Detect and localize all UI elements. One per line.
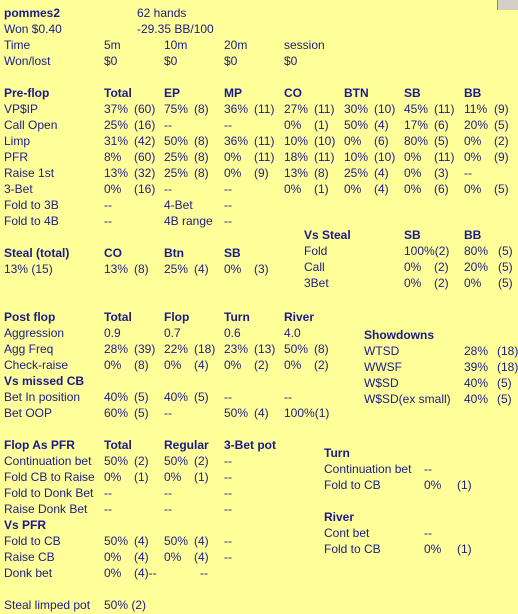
preflop-cell: (11): [314, 150, 335, 164]
flop-pfr-cell: (1): [194, 470, 209, 484]
missed-cb-cell: --: [284, 390, 292, 404]
preflop-cell: 25%: [344, 166, 369, 180]
postflop-cell: 0%: [164, 358, 182, 372]
missed-cb-row-label: Bet OOP: [4, 406, 53, 420]
preflop-col-header: BB: [464, 86, 482, 100]
preflop-cell: --: [224, 182, 232, 196]
fold3b-value: --: [104, 198, 112, 212]
vs-steal-cell: (5): [498, 244, 513, 258]
postflop-cell: (2): [254, 358, 269, 372]
postflop-title: Post flop: [4, 310, 56, 324]
preflop-cell: 13%: [284, 166, 309, 180]
showdown-count: (18): [497, 360, 518, 374]
preflop-cell: (6): [434, 182, 449, 196]
preflop-cell: 0%: [284, 118, 302, 132]
fourbet-value: --: [224, 198, 232, 212]
missed-cb-cell: (4): [254, 406, 269, 420]
vs-steal-col-header: BB: [464, 228, 482, 242]
wonlost-10m: $0: [164, 54, 178, 68]
preflop-cell: (42): [134, 134, 156, 148]
vs-steal-cell: (2): [434, 276, 449, 290]
postflop-cell: 0.7: [164, 326, 181, 340]
missed-cb-cell: 100%(1): [284, 406, 330, 420]
preflop-cell: 0%: [284, 182, 302, 196]
preflop-cell: (4): [374, 182, 389, 196]
flop-pfr-cell: (2): [194, 454, 209, 468]
flop-pfr-cell: 0%: [104, 470, 122, 484]
preflop-cell: 75%: [164, 102, 189, 116]
postflop-row-label: Aggression: [4, 326, 65, 340]
showdowns-title: Showdowns: [364, 328, 434, 342]
missed-cb-cell: 50%: [224, 406, 249, 420]
vs-pfr-cell: (4): [134, 534, 149, 548]
vs-steal-title: Vs Steal: [304, 228, 351, 242]
vs-steal-col-header: SB: [404, 228, 421, 242]
flop-pfr-col-header: Total: [104, 438, 132, 452]
postflop-cell: 0.9: [104, 326, 121, 340]
preflop-cell: (6): [374, 134, 389, 148]
turn-row-label: Continuation bet: [324, 462, 412, 476]
preflop-cell: (60): [134, 102, 156, 116]
steal-col-header: SB: [224, 246, 241, 260]
preflop-cell: 0%: [344, 182, 362, 196]
preflop-cell: 0%: [464, 182, 482, 196]
postflop-cell: 0%: [224, 358, 242, 372]
vs-steal-row-label: 3Bet: [304, 276, 329, 290]
preflop-cell: 25%: [164, 150, 189, 164]
showdown-count: (5): [497, 392, 512, 406]
fourbrange-label: 4B range: [164, 214, 213, 228]
preflop-row-label: Raise 1st: [4, 166, 55, 180]
flop-pfr-cell: --: [164, 502, 172, 516]
steal-cell: 0%: [224, 262, 242, 276]
postflop-cell: 28%: [104, 342, 129, 356]
preflop-cell: (10): [374, 102, 396, 116]
steal-total: 13% (15): [4, 262, 53, 276]
preflop-cell: (4): [374, 118, 389, 132]
vs-pfr-cell: --: [224, 534, 232, 548]
preflop-cell: 20%: [464, 118, 489, 132]
flop-pfr-cell: --: [104, 486, 112, 500]
time-session: session: [284, 38, 325, 52]
flop-pfr-cell: --: [224, 502, 232, 516]
preflop-cell: 0%: [344, 134, 362, 148]
steal-title: Steal (total): [4, 246, 70, 260]
preflop-cell: 0%: [464, 150, 482, 164]
preflop-cell: (11): [434, 150, 455, 164]
showdown-value: 39%: [464, 360, 489, 374]
preflop-cell: (11): [434, 102, 455, 116]
flop-pfr-row-label: Fold to Donk Bet: [4, 486, 94, 500]
missed-cb-cell: 40%: [164, 390, 189, 404]
preflop-cell: 0%: [224, 150, 242, 164]
flop-pfr-cell: --: [224, 470, 232, 484]
hands-count: 62 hands: [137, 6, 187, 20]
vs-pfr-cell: --: [200, 566, 208, 580]
vs-steal-cell: 80%: [464, 244, 489, 258]
showdown-count: (18): [497, 344, 518, 358]
preflop-cell: (5): [494, 182, 509, 196]
preflop-cell: 36%: [224, 102, 249, 116]
preflop-cell: (1): [314, 118, 329, 132]
preflop-cell: (9): [254, 166, 269, 180]
preflop-cell: (2): [494, 134, 509, 148]
missed-cb-cell: 40%: [104, 390, 129, 404]
flop-pfr-cell: --: [104, 502, 112, 516]
preflop-cell: 80%: [404, 134, 429, 148]
postflop-col-header: Turn: [224, 310, 250, 324]
turn-value: 0%: [424, 478, 442, 492]
vs-steal-cell: (5): [498, 260, 513, 274]
steal-cell: (8): [134, 262, 149, 276]
wonlost-5m: $0: [104, 54, 118, 68]
postflop-cell: (18): [194, 342, 216, 356]
turn-row-label: Fold to CB: [324, 478, 381, 492]
preflop-cell: 0%: [404, 182, 422, 196]
preflop-cell: 17%: [404, 118, 429, 132]
postflop-col-header: Total: [104, 310, 132, 324]
vs-pfr-cell: 0%: [104, 550, 122, 564]
vs-pfr-title: Vs PFR: [4, 518, 47, 532]
flop-pfr-cell: (1): [134, 470, 149, 484]
steal-limped-label: Steal limped pot: [4, 598, 91, 612]
preflop-cell: 18%: [284, 150, 309, 164]
preflop-cell: --: [224, 118, 232, 132]
preflop-cell: (11): [314, 102, 335, 116]
preflop-cell: 0%: [104, 182, 122, 196]
preflop-cell: --: [164, 182, 172, 196]
wonlost-session: $0: [284, 54, 298, 68]
vs-pfr-row-label: Raise CB: [4, 550, 55, 564]
preflop-col-header: EP: [164, 86, 181, 100]
showdown-value: 40%: [464, 376, 489, 390]
river-count: (1): [457, 542, 472, 556]
showdown-count: (5): [497, 376, 512, 390]
time-20m: 20m: [224, 38, 248, 52]
preflop-cell: 45%: [404, 102, 429, 116]
vs-pfr-cell: 0%: [104, 566, 122, 580]
showdown-row-label: W$SD: [364, 376, 399, 390]
preflop-cell: 10%: [344, 150, 369, 164]
steal-cell: 25%: [164, 262, 189, 276]
preflop-cell: (10): [314, 134, 336, 148]
vs-steal-row-label: Call: [304, 260, 325, 274]
preflop-row-label: Limp: [4, 134, 31, 148]
vs-pfr-row-label: Fold to CB: [4, 534, 61, 548]
preflop-cell: 25%: [164, 166, 189, 180]
vs-pfr-row-label: Donk bet: [4, 566, 53, 580]
vs-steal-cell: 100%(2): [404, 244, 450, 258]
preflop-col-header: BTN: [344, 86, 369, 100]
postflop-cell: (4): [194, 358, 209, 372]
vs-pfr-cell: (4): [134, 550, 149, 564]
vs-steal-cell: 20%: [464, 260, 489, 274]
river-row-label: Fold to CB: [324, 542, 381, 556]
preflop-cell: --: [464, 166, 472, 180]
flop-pfr-cell: 0%: [164, 470, 182, 484]
flop-pfr-row-label: Raise Donk Bet: [4, 502, 88, 516]
showdown-row-label: WTSD: [364, 344, 400, 358]
preflop-cell: (8): [194, 102, 209, 116]
preflop-cell: 50%: [344, 118, 369, 132]
showdown-value: 40%: [464, 392, 489, 406]
vs-pfr-cell: 0%: [164, 550, 182, 564]
postflop-col-header: Flop: [164, 310, 190, 324]
fourbrange-value: --: [224, 214, 232, 228]
missed-cb-cell: 60%: [104, 406, 129, 420]
won-amount: Won $0.40: [4, 22, 62, 36]
vs-steal-cell: (5): [498, 276, 513, 290]
postflop-cell: (39): [134, 342, 156, 356]
preflop-cell: (16): [134, 182, 156, 196]
steal-cell: (3): [254, 262, 269, 276]
preflop-cell: (10): [374, 150, 396, 164]
preflop-cell: 13%: [104, 166, 129, 180]
flop-pfr-cell: 50%: [164, 454, 189, 468]
river-value: 0%: [424, 542, 442, 556]
flop-pfr-col-header: Regular: [164, 438, 209, 452]
preflop-cell: (11): [254, 134, 275, 148]
preflop-cell: 50%: [164, 134, 189, 148]
vs-steal-cell: 0%: [464, 276, 482, 290]
fold4b-label: Fold to 4B: [4, 214, 59, 228]
postflop-cell: 0.6: [224, 326, 241, 340]
bb100: -29.35 BB/100: [137, 22, 214, 36]
steal-limped-value: 50% (2): [104, 598, 147, 612]
preflop-row-label: VP$IP: [4, 102, 39, 116]
preflop-col-header: Total: [104, 86, 132, 100]
preflop-row-label: Call Open: [4, 118, 58, 132]
showdown-row-label: W$SD(ex small): [364, 392, 451, 406]
preflop-cell: (8): [194, 166, 209, 180]
window-scroll-button[interactable]: [497, 0, 518, 10]
postflop-cell: (13): [254, 342, 276, 356]
time-label: Time: [4, 38, 31, 52]
postflop-cell: (8): [314, 342, 329, 356]
preflop-col-header: CO: [284, 86, 302, 100]
vs-pfr-cell: (4): [194, 534, 209, 548]
preflop-cell: (6): [434, 118, 449, 132]
preflop-cell: (9): [494, 102, 509, 116]
preflop-cell: 37%: [104, 102, 129, 116]
preflop-title: Pre-flop: [4, 86, 50, 100]
preflop-cell: (8): [194, 150, 209, 164]
missed-cb-title: Vs missed CB: [4, 374, 85, 388]
showdown-value: 28%: [464, 344, 489, 358]
missed-cb-cell: --: [224, 390, 232, 404]
preflop-cell: 10%: [284, 134, 309, 148]
vs-pfr-cell: 50%: [164, 534, 189, 548]
postflop-cell: 23%: [224, 342, 249, 356]
flop-pfr-cell: --: [224, 454, 232, 468]
fold3b-label: Fold to 3B: [4, 198, 59, 212]
vs-pfr-cell: (4): [194, 550, 209, 564]
river-row-label: Cont bet: [324, 526, 370, 540]
turn-value: --: [424, 462, 432, 476]
vs-pfr-cell: 50%: [104, 534, 129, 548]
flop-pfr-cell: --: [224, 486, 232, 500]
missed-cb-row-label: Bet In position: [4, 390, 81, 404]
preflop-cell: (5): [494, 118, 509, 132]
postflop-cell: 4.0: [284, 326, 301, 340]
flop-pfr-cell: 50%: [104, 454, 129, 468]
showdown-row-label: WWSF: [364, 360, 402, 374]
postflop-cell: 22%: [164, 342, 189, 356]
preflop-cell: 0%: [464, 134, 482, 148]
vs-steal-cell: (2): [434, 260, 449, 274]
preflop-cell: 25%: [104, 118, 129, 132]
fold4b-value: --: [104, 214, 112, 228]
preflop-cell: (8): [314, 166, 329, 180]
preflop-cell: (4): [374, 166, 389, 180]
time-5m: 5m: [104, 38, 121, 52]
preflop-cell: 31%: [104, 134, 129, 148]
postflop-col-header: River: [284, 310, 315, 324]
flop-pfr-col-header: 3-Bet pot: [224, 438, 276, 452]
preflop-cell: 0%: [224, 166, 242, 180]
preflop-cell: (11): [254, 102, 275, 116]
missed-cb-cell: (5): [134, 390, 149, 404]
postflop-cell: 50%: [284, 342, 309, 356]
preflop-cell: 36%: [224, 134, 249, 148]
steal-col-header: Btn: [164, 246, 184, 260]
river-title: River: [324, 510, 355, 524]
preflop-cell: 0%: [404, 166, 422, 180]
vs-pfr-cell: --: [224, 550, 232, 564]
preflop-cell: --: [164, 118, 172, 132]
preflop-cell: (11): [254, 150, 275, 164]
missed-cb-cell: (5): [194, 390, 209, 404]
preflop-cell: 0%: [404, 150, 422, 164]
vs-pfr-cell: (4)--: [134, 566, 157, 580]
vs-steal-cell: 0%: [404, 260, 422, 274]
postflop-cell: 0%: [104, 358, 122, 372]
preflop-row-label: 3-Bet: [4, 182, 33, 196]
preflop-cell: (3): [434, 166, 449, 180]
flop-pfr-cell: (2): [134, 454, 149, 468]
steal-cell: 13%: [104, 262, 129, 276]
flop-pfr-row-label: Continuation bet: [4, 454, 92, 468]
preflop-cell: (8): [194, 134, 209, 148]
postflop-row-label: Check-raise: [4, 358, 69, 372]
preflop-cell: (9): [494, 150, 509, 164]
steal-col-header: CO: [104, 246, 122, 260]
postflop-cell: (8): [134, 358, 149, 372]
vs-steal-cell: 0%: [404, 276, 422, 290]
fourbet-label: 4-Bet: [164, 198, 193, 212]
preflop-cell: 11%: [464, 102, 488, 116]
preflop-cell: (32): [134, 166, 156, 180]
missed-cb-cell: (5): [134, 406, 149, 420]
river-value: --: [424, 526, 432, 540]
preflop-col-header: SB: [404, 86, 421, 100]
time-10m: 10m: [164, 38, 188, 52]
postflop-row-label: Agg Freq: [4, 342, 54, 356]
vs-steal-row-label: Fold: [304, 244, 328, 258]
preflop-cell: (5): [434, 134, 449, 148]
missed-cb-cell: --: [164, 406, 172, 420]
postflop-cell: (2): [314, 358, 329, 372]
preflop-cell: (1): [314, 182, 329, 196]
flop-pfr-row-label: Fold CB to Raise: [4, 470, 95, 484]
wonlost-label: Won/lost: [4, 54, 51, 68]
preflop-cell: (60): [134, 150, 156, 164]
flop-pfr-cell: --: [164, 486, 172, 500]
wonlost-20m: $0: [224, 54, 238, 68]
preflop-cell: 30%: [344, 102, 369, 116]
preflop-cell: (16): [134, 118, 156, 132]
preflop-col-header: MP: [224, 86, 242, 100]
turn-title: Turn: [324, 446, 350, 460]
player-name: pommes2: [4, 6, 61, 20]
steal-cell: (4): [194, 262, 209, 276]
postflop-cell: 0%: [284, 358, 302, 372]
preflop-row-label: PFR: [4, 150, 28, 164]
flop-pfr-title: Flop As PFR: [4, 438, 75, 452]
preflop-cell: 8%: [104, 150, 122, 164]
preflop-cell: 27%: [284, 102, 309, 116]
turn-count: (1): [457, 478, 472, 492]
